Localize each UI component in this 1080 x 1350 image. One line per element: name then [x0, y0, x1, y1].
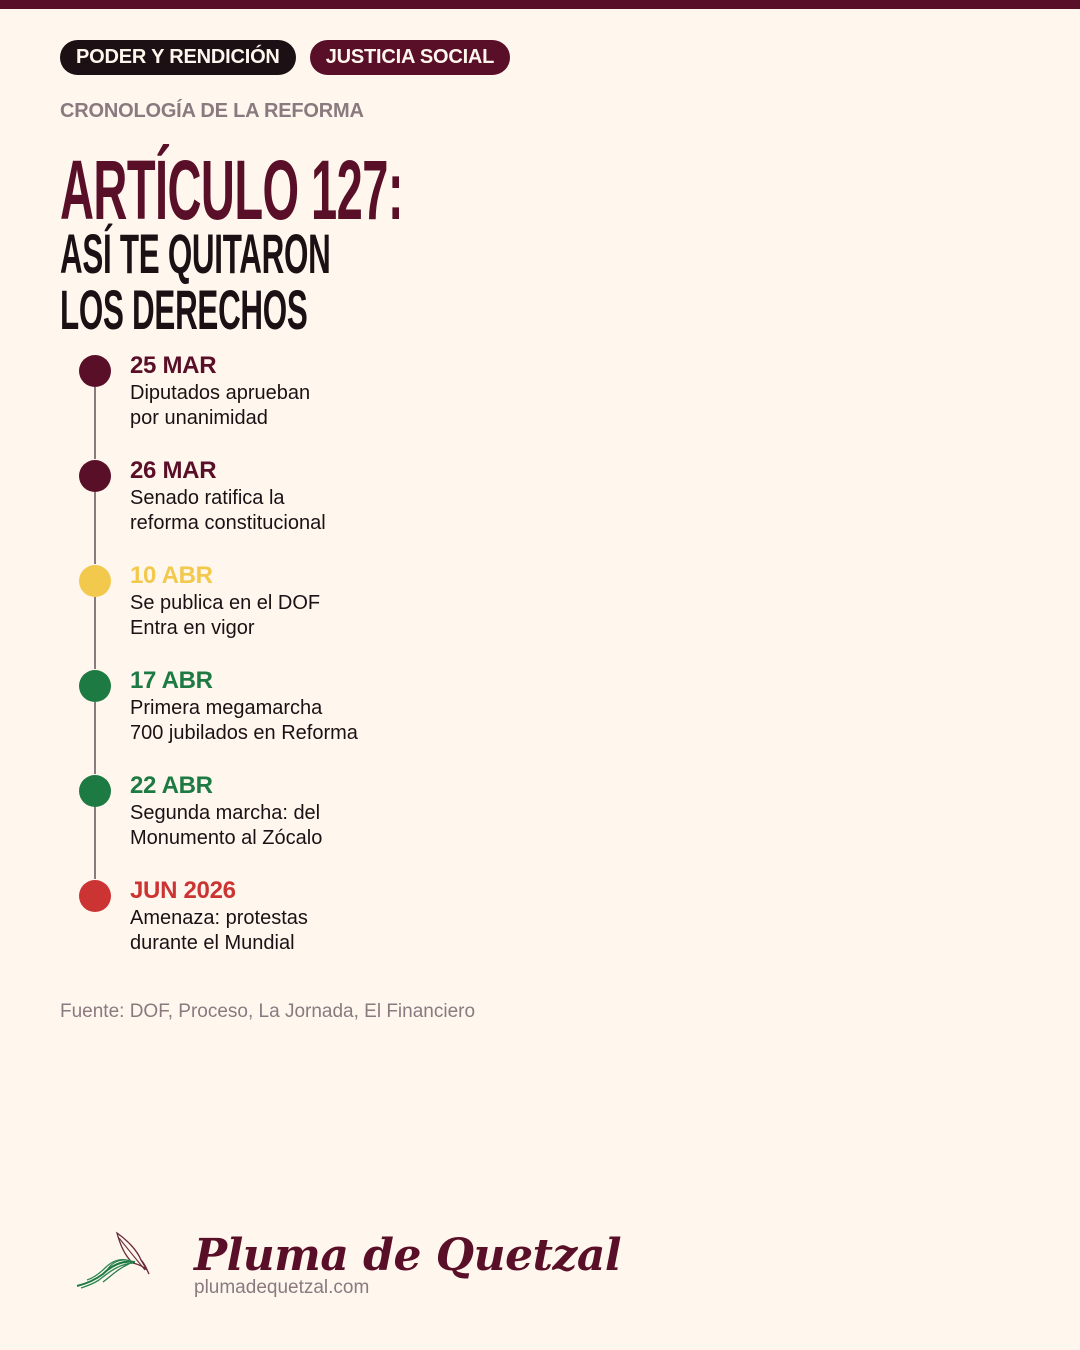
timeline-description — [130, 696, 679, 745]
timeline-description — [130, 591, 679, 640]
timeline-description-line: reforma constitucional — [130, 511, 326, 534]
timeline-description-line: Amenaza: protestas — [130, 907, 308, 929]
timeline-description — [130, 906, 679, 955]
timeline-description-line: Primera megamarcha — [130, 697, 323, 719]
headline-line-1: ARTÍCULO 127: — [60, 143, 403, 237]
timeline-item — [79, 879, 679, 984]
timeline-dot-icon — [79, 775, 111, 807]
timeline-date: 10 ABR — [130, 562, 213, 589]
timeline-dot-icon — [79, 355, 111, 387]
timeline-date: 26 MAR — [130, 457, 217, 484]
top-accent-bar — [0, 0, 1080, 9]
timeline-item — [79, 354, 679, 459]
timeline-dot-icon — [79, 880, 111, 912]
timeline-connector — [94, 702, 96, 774]
source-credit: Fuente: DOF, Proceso, La Jornada, El Financiero — [60, 1001, 476, 1022]
brand-text — [194, 1230, 621, 1298]
timeline-item — [79, 774, 679, 879]
page-title — [60, 143, 672, 341]
timeline-description-line: por unanimidad — [130, 406, 268, 429]
timeline-date: JUN 2026 — [130, 877, 236, 904]
category-tags — [60, 40, 510, 75]
tag-poder-y-rendicion[interactable]: PODER Y RENDICIÓN — [60, 40, 296, 75]
timeline-description-line: Segunda marcha: del — [130, 802, 321, 824]
timeline — [79, 354, 679, 984]
timeline-date: 17 ABR — [130, 667, 213, 694]
timeline-description-line: Se publica en el DOF — [130, 592, 321, 614]
quetzal-feather-icon — [75, 1230, 155, 1290]
timeline-item — [79, 564, 679, 669]
timeline-item — [79, 459, 679, 564]
timeline-description-line: Monumento al Zócalo — [130, 826, 323, 849]
timeline-description — [130, 486, 679, 535]
headline-line-3: LOS DERECHOS — [60, 278, 308, 341]
timeline-description-line: Diputados aprueban — [130, 382, 311, 404]
tag-justicia-social[interactable]: JUSTICIA SOCIAL — [310, 40, 511, 75]
timeline-date: 25 MAR — [130, 352, 217, 379]
timeline-connector — [94, 387, 96, 459]
timeline-description-line: 700 jubilados en Reforma — [130, 721, 358, 744]
timeline-dot-icon — [79, 565, 111, 597]
timeline-item — [79, 669, 679, 774]
timeline-connector — [94, 492, 96, 564]
timeline-description — [130, 381, 679, 430]
brand-footer — [75, 1230, 622, 1298]
timeline-description-line: Senado ratifica la — [130, 487, 285, 509]
timeline-description — [130, 801, 679, 850]
timeline-connector — [94, 807, 96, 879]
headline-line-2: ASÍ TE QUITARON — [60, 222, 331, 285]
timeline-connector — [94, 597, 96, 669]
timeline-description-line: Entra en vigor — [130, 616, 255, 639]
timeline-dot-icon — [79, 460, 111, 492]
timeline-description-line: durante el Mundial — [130, 931, 295, 954]
brand-url-link[interactable]: plumadequetzal.com — [194, 1277, 370, 1298]
timeline-date: 22 ABR — [130, 772, 213, 799]
timeline-dot-icon — [79, 670, 111, 702]
brand-name: Pluma de Quetzal — [194, 1230, 622, 1281]
section-kicker: CRONOLOGÍA DE LA REFORMA — [60, 100, 364, 122]
